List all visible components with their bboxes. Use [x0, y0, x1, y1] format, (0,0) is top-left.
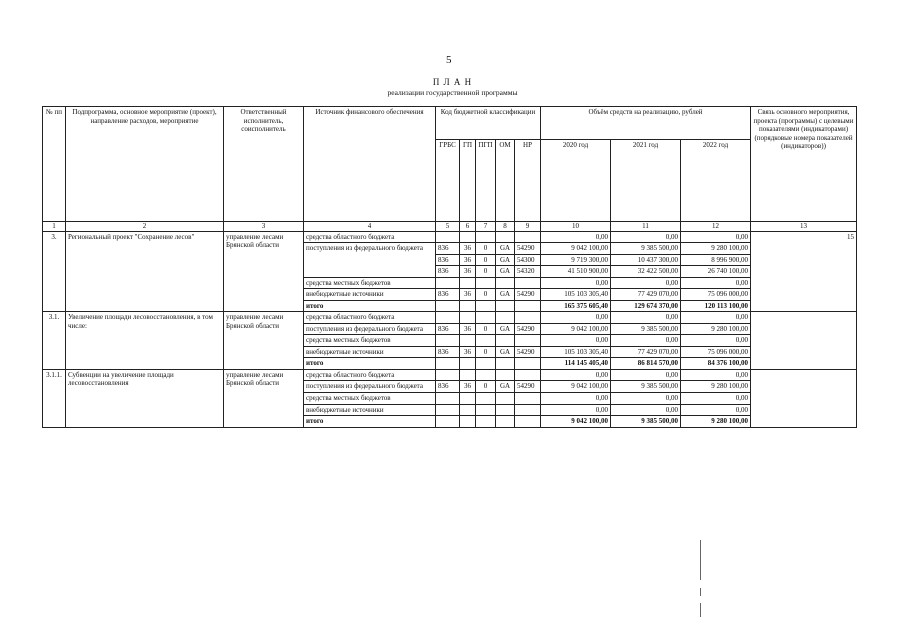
- code-pgp: 0: [476, 346, 496, 358]
- code-grbs: [436, 404, 460, 416]
- column-number: 12: [681, 222, 751, 232]
- funding-source: средства областного бюджета: [304, 231, 436, 243]
- table-row: [43, 312, 857, 324]
- scan-artifact-line: [700, 588, 701, 596]
- code-gp: [460, 392, 476, 404]
- code-np: [515, 416, 541, 428]
- amount-2022: 0,00: [681, 392, 751, 404]
- amount-2020: 165 375 605,40: [541, 300, 611, 312]
- code-om: [496, 416, 515, 428]
- amount-2021: 32 422 500,00: [611, 266, 681, 278]
- code-pgp: 0: [476, 381, 496, 393]
- code-grbs: [436, 277, 460, 289]
- table-row: [43, 369, 857, 381]
- amount-2020: 105 103 305,40: [541, 289, 611, 301]
- code-pgp: [476, 369, 496, 381]
- funding-source: поступления из федерального бюджета: [304, 243, 436, 278]
- code-grbs: 836: [436, 266, 460, 278]
- indicator-link: 15: [751, 231, 857, 312]
- code-gp: [460, 231, 476, 243]
- code-np: 54290: [515, 346, 541, 358]
- header-num: № пп: [43, 107, 66, 222]
- section-name: Увеличение площади лесовосстановления, в том числе:: [66, 312, 224, 370]
- section-number: 3.1.1.: [43, 369, 66, 427]
- code-gp: 36: [460, 254, 476, 266]
- column-number: 1: [43, 222, 66, 232]
- table-row: [43, 231, 857, 243]
- amount-2021: 9 385 500,00: [611, 381, 681, 393]
- header-2020: 2020 год: [541, 140, 611, 222]
- code-grbs: 836: [436, 381, 460, 393]
- amount-2022: 84 376 100,00: [681, 358, 751, 370]
- code-grbs: [436, 231, 460, 243]
- section-number: 3.1.: [43, 312, 66, 370]
- section-executor: управление лесами Брянской области: [224, 369, 304, 427]
- amount-2021: 77 429 070,00: [611, 289, 681, 301]
- code-np: 54290: [515, 323, 541, 335]
- code-pgp: [476, 335, 496, 347]
- code-grbs: 836: [436, 254, 460, 266]
- code-om: GA: [496, 289, 515, 301]
- indicator-link: [751, 369, 857, 427]
- amount-2021: 0,00: [611, 335, 681, 347]
- amount-2020: 9 719 300,00: [541, 254, 611, 266]
- amount-2022: 0,00: [681, 404, 751, 416]
- amount-2022: 0,00: [681, 312, 751, 324]
- funding-source: поступления из федерального бюджета: [304, 381, 436, 393]
- column-number-row: [43, 222, 857, 232]
- code-np: [515, 300, 541, 312]
- code-np: [515, 312, 541, 324]
- column-number: 4: [304, 222, 436, 232]
- code-grbs: [436, 300, 460, 312]
- amount-2020: 41 510 900,00: [541, 266, 611, 278]
- code-grbs: [436, 312, 460, 324]
- header-funds: Объём средств на реализацию, рублей: [541, 107, 751, 140]
- header-np: НР: [515, 140, 541, 222]
- amount-2022: 120 113 100,00: [681, 300, 751, 312]
- amount-2020: 9 042 100,00: [541, 416, 611, 428]
- column-number: 5: [436, 222, 460, 232]
- code-gp: [460, 404, 476, 416]
- funding-source: средства областного бюджета: [304, 312, 436, 324]
- funding-source: средства областного бюджета: [304, 369, 436, 381]
- code-om: [496, 300, 515, 312]
- code-gp: [460, 312, 476, 324]
- code-om: [496, 358, 515, 370]
- amount-2022: 26 740 100,00: [681, 266, 751, 278]
- amount-2022: 75 096 000,00: [681, 289, 751, 301]
- code-np: [515, 404, 541, 416]
- header-budget-code: Код бюджетной классификации: [436, 107, 541, 140]
- code-om: [496, 277, 515, 289]
- code-om: GA: [496, 254, 515, 266]
- code-pgp: 0: [476, 266, 496, 278]
- code-om: [496, 404, 515, 416]
- code-om: GA: [496, 243, 515, 255]
- amount-2021: 0,00: [611, 404, 681, 416]
- amount-2020: 9 042 100,00: [541, 381, 611, 393]
- header-link: Связь основного мероприятия, проекта (программы) с целевыми показателями (индикаторами) (порядковые номера показателей (индикаторов)): [751, 107, 857, 222]
- code-pgp: [476, 358, 496, 370]
- section-executor: управление лесами Брянской области: [224, 231, 304, 312]
- amount-2021: 0,00: [611, 277, 681, 289]
- code-pgp: [476, 404, 496, 416]
- funding-source: поступления из федерального бюджета: [304, 323, 436, 335]
- code-pgp: [476, 277, 496, 289]
- header-2022: 2022 год: [681, 140, 751, 222]
- document-title: П Л А Н: [432, 77, 473, 87]
- scan-artifact-line: [700, 603, 701, 617]
- code-om: GA: [496, 323, 515, 335]
- code-np: 54290: [515, 289, 541, 301]
- amount-2020: 105 103 305,40: [541, 346, 611, 358]
- amount-2021: 86 814 570,00: [611, 358, 681, 370]
- amount-2020: 0,00: [541, 335, 611, 347]
- code-np: [515, 277, 541, 289]
- code-om: [496, 231, 515, 243]
- header-grbs: ГРБС: [436, 140, 460, 222]
- amount-2020: 0,00: [541, 392, 611, 404]
- plan-table: [42, 106, 857, 428]
- column-number: 3: [224, 222, 304, 232]
- code-grbs: 836: [436, 346, 460, 358]
- code-gp: 36: [460, 289, 476, 301]
- code-gp: [460, 416, 476, 428]
- amount-2021: 0,00: [611, 369, 681, 381]
- code-om: [496, 369, 515, 381]
- amount-2021: 77 429 070,00: [611, 346, 681, 358]
- scan-artifact-line: [700, 540, 701, 580]
- column-number: 7: [476, 222, 496, 232]
- funding-source: внебюджетные источники: [304, 346, 436, 358]
- header-executor: Ответственный исполнитель, соисполнитель: [224, 107, 304, 222]
- code-gp: [460, 369, 476, 381]
- amount-2021: 129 674 370,00: [611, 300, 681, 312]
- code-np: [515, 335, 541, 347]
- code-om: [496, 335, 515, 347]
- code-gp: 36: [460, 266, 476, 278]
- amount-2020: 0,00: [541, 312, 611, 324]
- code-pgp: [476, 300, 496, 312]
- amount-2020: 0,00: [541, 277, 611, 289]
- code-np: [515, 231, 541, 243]
- funding-source: средства местных бюджетов: [304, 335, 436, 347]
- section-number: 3.: [43, 231, 66, 312]
- code-pgp: [476, 312, 496, 324]
- amount-2021: 9 385 500,00: [611, 243, 681, 255]
- code-gp: 36: [460, 323, 476, 335]
- amount-2022: 75 096 000,00: [681, 346, 751, 358]
- code-pgp: 0: [476, 289, 496, 301]
- column-number: 8: [496, 222, 515, 232]
- section-name: Региональный проект "Сохранение лесов": [66, 231, 224, 312]
- code-pgp: 0: [476, 323, 496, 335]
- code-grbs: [436, 392, 460, 404]
- amount-2021: 9 385 500,00: [611, 416, 681, 428]
- column-number: 10: [541, 222, 611, 232]
- code-np: 54290: [515, 381, 541, 393]
- total-label: итого: [304, 300, 436, 312]
- column-number: 6: [460, 222, 476, 232]
- amount-2021: 0,00: [611, 312, 681, 324]
- header-2021: 2021 год: [611, 140, 681, 222]
- amount-2022: 9 280 100,00: [681, 416, 751, 428]
- code-np: [515, 358, 541, 370]
- column-number: 13: [751, 222, 857, 232]
- column-number: 9: [515, 222, 541, 232]
- code-gp: [460, 300, 476, 312]
- code-np: 54300: [515, 254, 541, 266]
- code-np: 54320: [515, 266, 541, 278]
- amount-2021: 0,00: [611, 231, 681, 243]
- code-grbs: [436, 369, 460, 381]
- column-number: 11: [611, 222, 681, 232]
- code-om: GA: [496, 346, 515, 358]
- page-number: 5: [446, 54, 452, 66]
- code-gp: [460, 277, 476, 289]
- section-name: Субвенции на увеличение площади лесовосстановления: [66, 369, 224, 427]
- amount-2020: 0,00: [541, 404, 611, 416]
- amount-2020: 0,00: [541, 231, 611, 243]
- header-om: ОМ: [496, 140, 515, 222]
- amount-2022: 0,00: [681, 231, 751, 243]
- section-executor: управление лесами Брянской области: [224, 312, 304, 370]
- amount-2020: 9 042 100,00: [541, 243, 611, 255]
- code-np: [515, 392, 541, 404]
- amount-2022: 9 280 100,00: [681, 243, 751, 255]
- code-gp: [460, 358, 476, 370]
- amount-2020: 9 042 100,00: [541, 323, 611, 335]
- amount-2022: 9 280 100,00: [681, 323, 751, 335]
- code-grbs: 836: [436, 289, 460, 301]
- code-np: [515, 369, 541, 381]
- code-grbs: [436, 335, 460, 347]
- column-number: 2: [66, 222, 224, 232]
- amount-2022: 8 996 900,00: [681, 254, 751, 266]
- total-label: итого: [304, 358, 436, 370]
- header-source: Источник финансового обеспечения: [304, 107, 436, 222]
- funding-source: внебюджетные источники: [304, 289, 436, 301]
- code-pgp: 0: [476, 243, 496, 255]
- indicator-link: [751, 312, 857, 370]
- amount-2020: 0,00: [541, 369, 611, 381]
- document-subtitle: реализации государственной программы: [387, 88, 518, 97]
- code-om: GA: [496, 381, 515, 393]
- code-gp: 36: [460, 243, 476, 255]
- code-gp: [460, 335, 476, 347]
- code-pgp: [476, 231, 496, 243]
- code-np: 54290: [515, 243, 541, 255]
- table-header-row: [43, 107, 857, 140]
- amount-2021: 10 437 300,00: [611, 254, 681, 266]
- code-om: [496, 392, 515, 404]
- amount-2022: 0,00: [681, 277, 751, 289]
- funding-source: средства местных бюджетов: [304, 277, 436, 289]
- code-gp: 36: [460, 381, 476, 393]
- header-pgp: ПГП: [476, 140, 496, 222]
- code-grbs: [436, 358, 460, 370]
- amount-2021: 9 385 500,00: [611, 323, 681, 335]
- total-label: итого: [304, 416, 436, 428]
- code-grbs: 836: [436, 243, 460, 255]
- code-om: GA: [496, 266, 515, 278]
- amount-2022: 0,00: [681, 335, 751, 347]
- amount-2021: 0,00: [611, 392, 681, 404]
- code-grbs: 836: [436, 323, 460, 335]
- code-pgp: 0: [476, 254, 496, 266]
- header-gp: ГП: [460, 140, 476, 222]
- header-subprogram: Подпрограмма, основное мероприятие (проект), направление расходов, мероприятие: [66, 107, 224, 222]
- amount-2022: 0,00: [681, 369, 751, 381]
- funding-source: средства местных бюджетов: [304, 392, 436, 404]
- funding-source: внебюджетные источники: [304, 404, 436, 416]
- amount-2020: 114 145 405,40: [541, 358, 611, 370]
- code-pgp: [476, 392, 496, 404]
- code-pgp: [476, 416, 496, 428]
- code-gp: 36: [460, 346, 476, 358]
- code-grbs: [436, 416, 460, 428]
- amount-2022: 9 280 100,00: [681, 381, 751, 393]
- code-om: [496, 312, 515, 324]
